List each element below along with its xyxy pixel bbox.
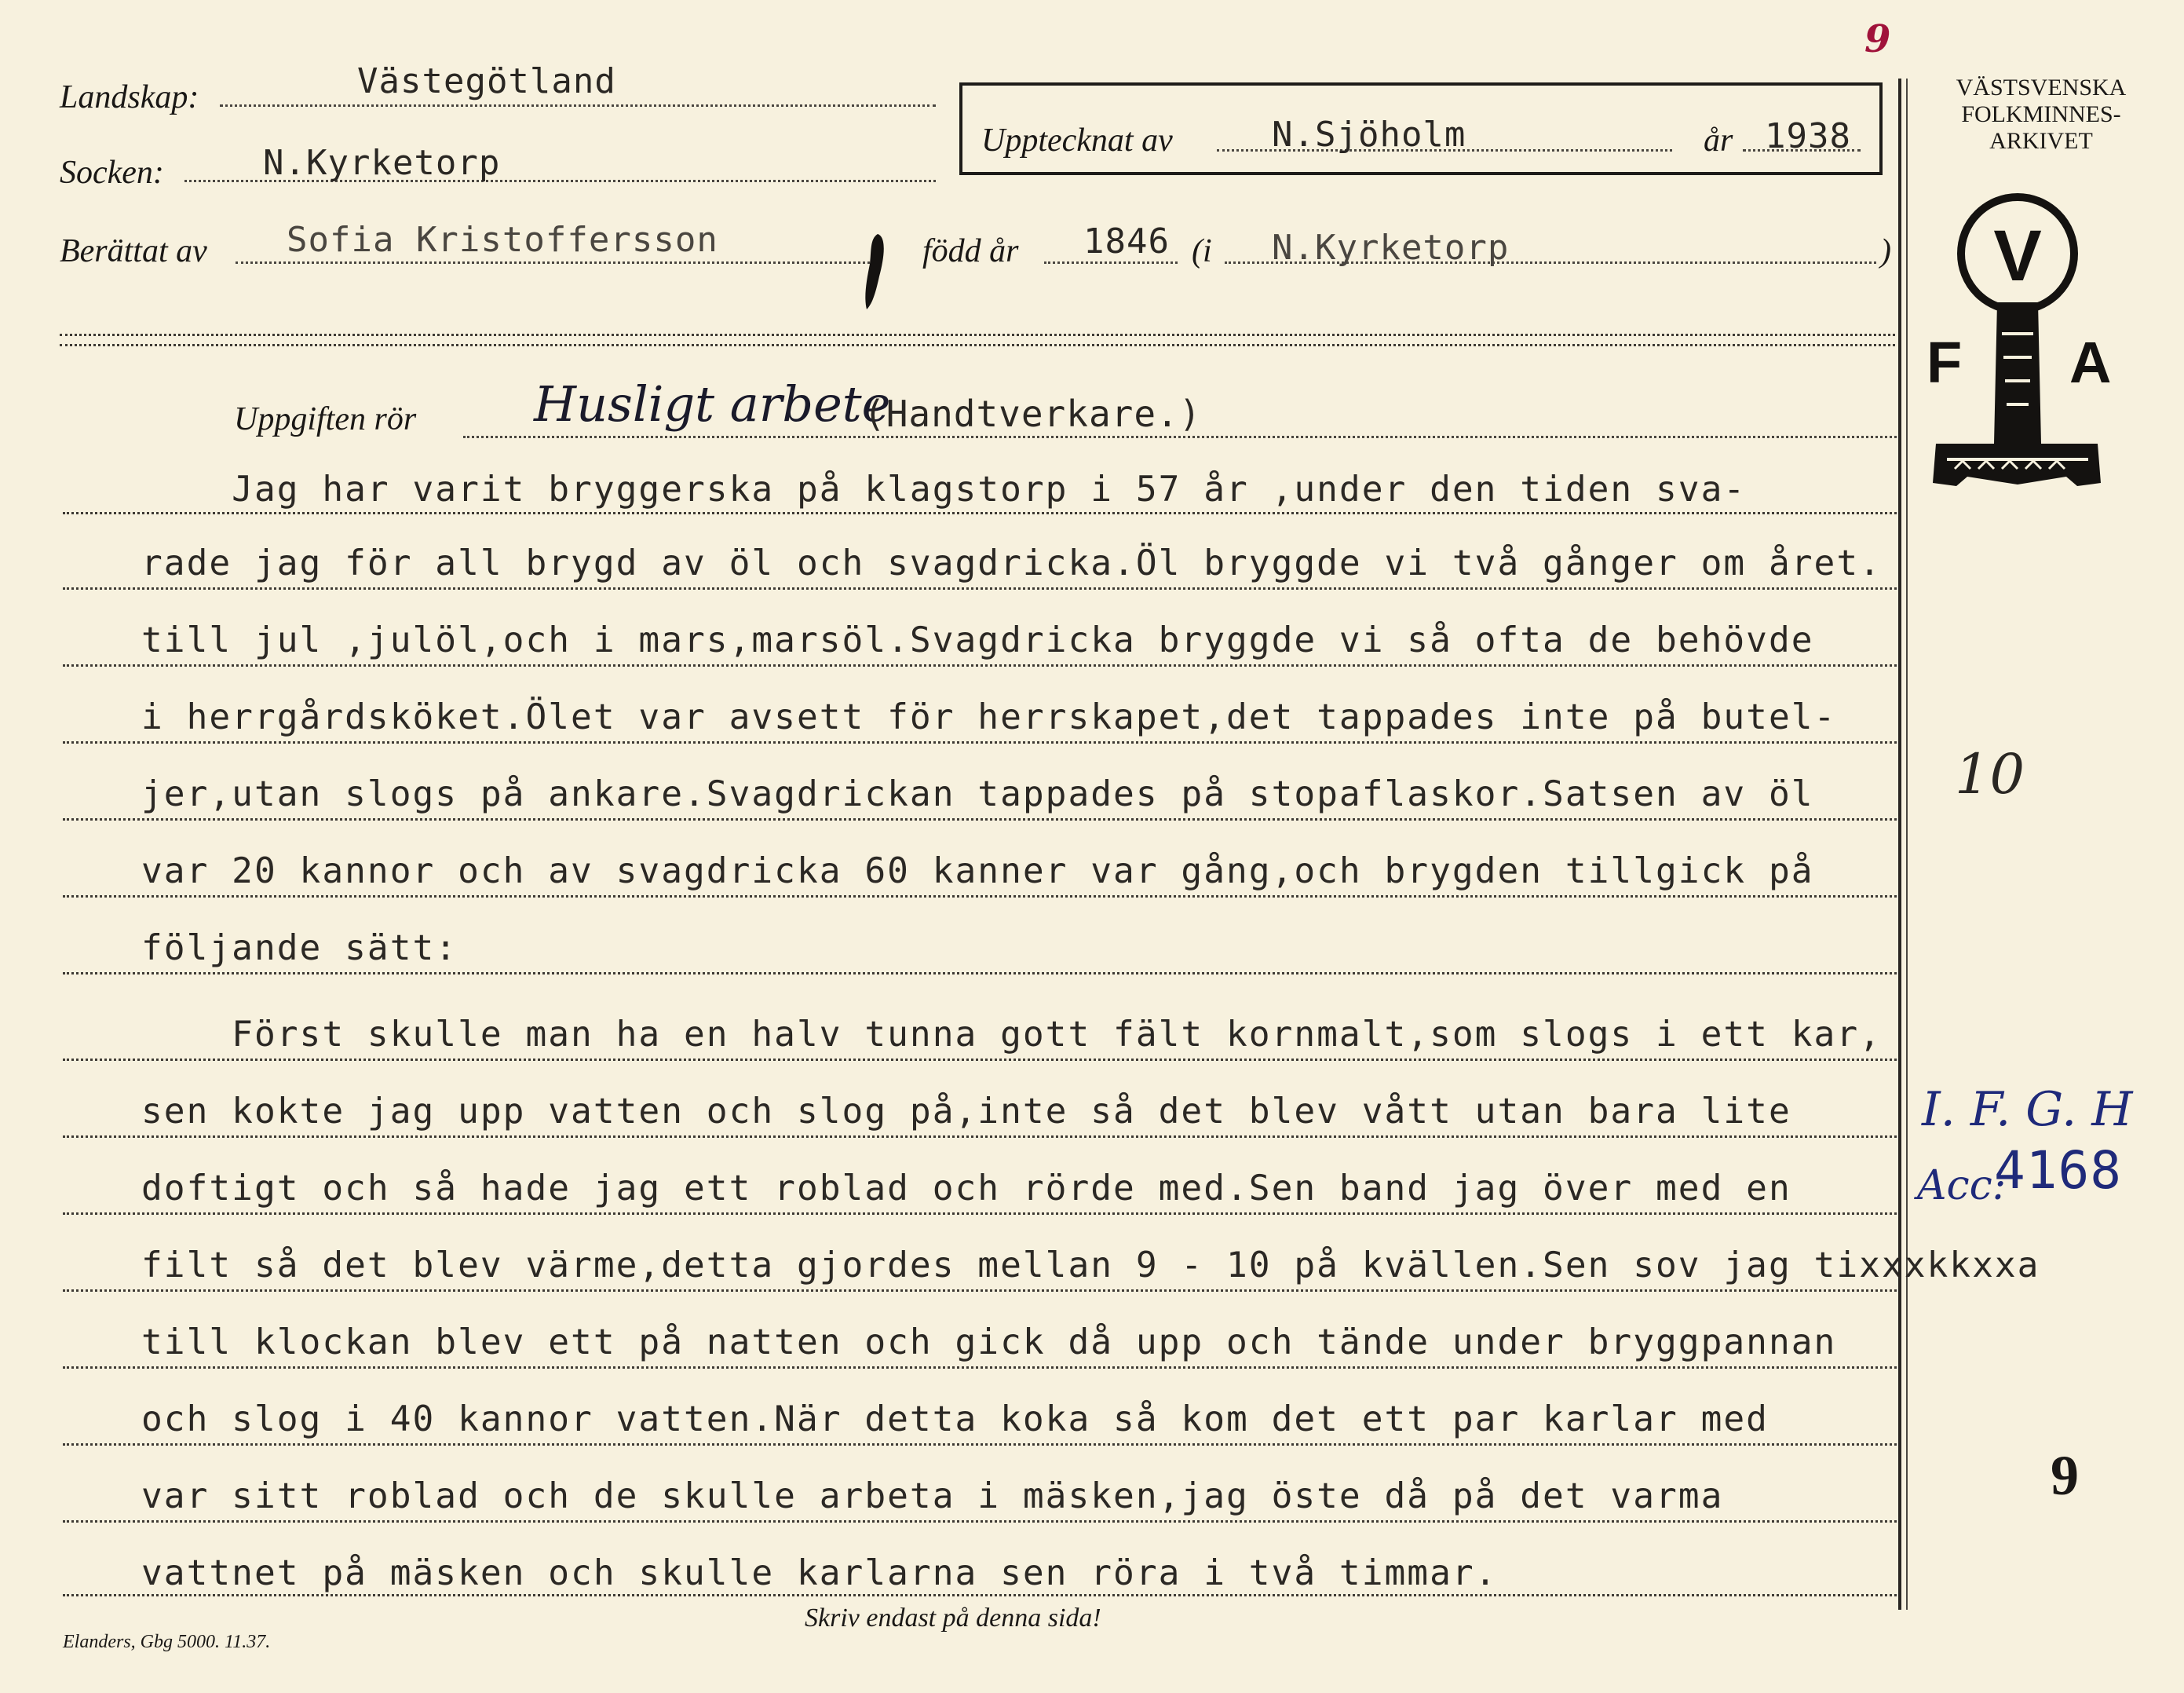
berattat-value: Sofia Kristoffersson — [287, 220, 718, 260]
body-rule — [63, 1366, 1897, 1369]
archive-name — [1916, 75, 2167, 155]
body-line: och slog i 40 kannor vatten.När detta koka så kom det ett par karlar med — [141, 1399, 1769, 1439]
uppteck-label: Upptecknat av — [981, 122, 1173, 159]
margin-rule — [1898, 79, 1901, 1610]
uppteck-value: N.Sjöholm — [1272, 115, 1466, 155]
body-line: var 20 kannor och av svagdricka 60 kanner var gång,och brygden tillgick på — [141, 851, 1814, 891]
body-rule — [63, 895, 1897, 898]
berattat-dotline — [236, 261, 879, 264]
subject-label: Uppgiften rör — [234, 401, 417, 437]
fodd-value: 1846 — [1083, 221, 1170, 261]
margin-ifgh: I. F. G. H — [1922, 1082, 2133, 1137]
logo-letter-v: V — [1993, 216, 2042, 296]
body-rule — [63, 1289, 1897, 1292]
vfa-hammer-logo-icon — [1916, 185, 2120, 499]
body-line: sen kokte jag upp vatten och slog på,inte så det blev vått utan bara lite — [141, 1091, 1791, 1132]
separator-rule-1 — [60, 334, 1895, 336]
body-rule — [63, 1212, 1897, 1215]
subject-typed: (Handtverkare.) — [864, 393, 1202, 435]
socken-value: N.Kyrketorp — [263, 143, 501, 183]
body-line: Jag har varit bryggerska på klagstorp i 57 år ,under den tiden sva- — [141, 470, 1747, 510]
close-paren: ) — [1880, 233, 1891, 269]
socken-label: Socken: — [60, 155, 164, 191]
subject-dotline — [463, 436, 1897, 438]
body-line: var sitt roblad och de skulle arbeta i mäsken,jag öste då på det varma — [141, 1476, 1724, 1516]
page-mark: 9 — [1864, 17, 1891, 61]
body-rule — [63, 1059, 1897, 1061]
landskap-label: Landskap: — [60, 79, 199, 115]
margin-number-10: 10 — [1955, 742, 2025, 806]
fodd-i-label: (i — [1192, 233, 1212, 269]
body-line: jer,utan slogs på ankare.Svagdrickan tappades på stopaflaskor.Satsen av öl — [141, 774, 1814, 814]
printer-imprint: Elanders, Gbg 5000. 11.37. — [63, 1632, 271, 1652]
ar-value: 1938 — [1765, 116, 1851, 156]
margin-page-number: 9 — [2051, 1444, 2079, 1507]
archive-name-line1: VÄSTSVENSKA — [1956, 75, 2127, 101]
body-rule — [63, 1520, 1897, 1523]
body-line: doftigt och så hade jag ett roblad och rörde med.Sen band jag över med en — [141, 1168, 1791, 1209]
separator-rule-2 — [60, 344, 1895, 346]
body-line: vattnet på mäsken och skulle karlarna sen röra i två timmar. — [141, 1553, 1498, 1593]
body-rule — [63, 1594, 1897, 1596]
margin-acc-number: 4168 — [1994, 1140, 2122, 1201]
body-rule — [63, 818, 1897, 821]
logo-letter-f: F — [1927, 330, 1963, 395]
logo-letter-a: A — [2069, 330, 2112, 395]
body-rule — [63, 741, 1897, 744]
body-line: till klockan blev ett på natten och gick då upp och tände under bryggpannan — [141, 1322, 1837, 1362]
body-line: följande sätt: — [141, 928, 458, 968]
fodd-place: N.Kyrketorp — [1272, 228, 1510, 268]
subject-handwritten: Husligt arbete — [534, 375, 891, 433]
body-line: till jul ,julöl,och i mars,marsöl.Svagdricka bryggde vi så ofta de behövde — [141, 620, 1814, 660]
fodd-label: född år — [922, 233, 1019, 269]
body-rule — [63, 1135, 1897, 1138]
archive-name-line2: FOLKMINNES- — [1961, 101, 2121, 127]
archive-name-line3: ARKIVET — [1989, 128, 2093, 154]
landskap-dotline — [220, 104, 936, 107]
ink-mark-icon — [856, 228, 895, 314]
body-line: filt så det blev värme,detta gjordes mellan 9 - 10 på kvällen.Sen sov jag tixxxkkxxa — [141, 1245, 2040, 1285]
body-line: rade jag för all brygd av öl och svagdricka.Öl bryggde vi två gånger om året. — [141, 543, 1882, 583]
body-rule — [63, 1443, 1897, 1446]
fodd-dotline — [1044, 261, 1178, 264]
footer-instruction: Skriv endast på denna sida! — [805, 1603, 1101, 1633]
ar-label: år — [1704, 122, 1733, 159]
body-rule — [63, 972, 1897, 974]
body-line: Först skulle man ha en halv tunna gott fält kornmalt,som slogs i ett kar, — [141, 1015, 1882, 1055]
margin-rule-inner — [1906, 79, 1908, 1610]
body-line: i herrgårdsköket.Ölet var avsett för herrskapet,det tappades inte på butel- — [141, 697, 1837, 737]
body-rule — [63, 664, 1897, 667]
body-rule — [63, 512, 1897, 514]
landskap-value: Västegötland — [357, 61, 616, 101]
body-rule — [63, 587, 1897, 590]
berattat-label: Berättat av — [60, 233, 207, 269]
margin-acc-label: Acc: — [1917, 1162, 2007, 1209]
